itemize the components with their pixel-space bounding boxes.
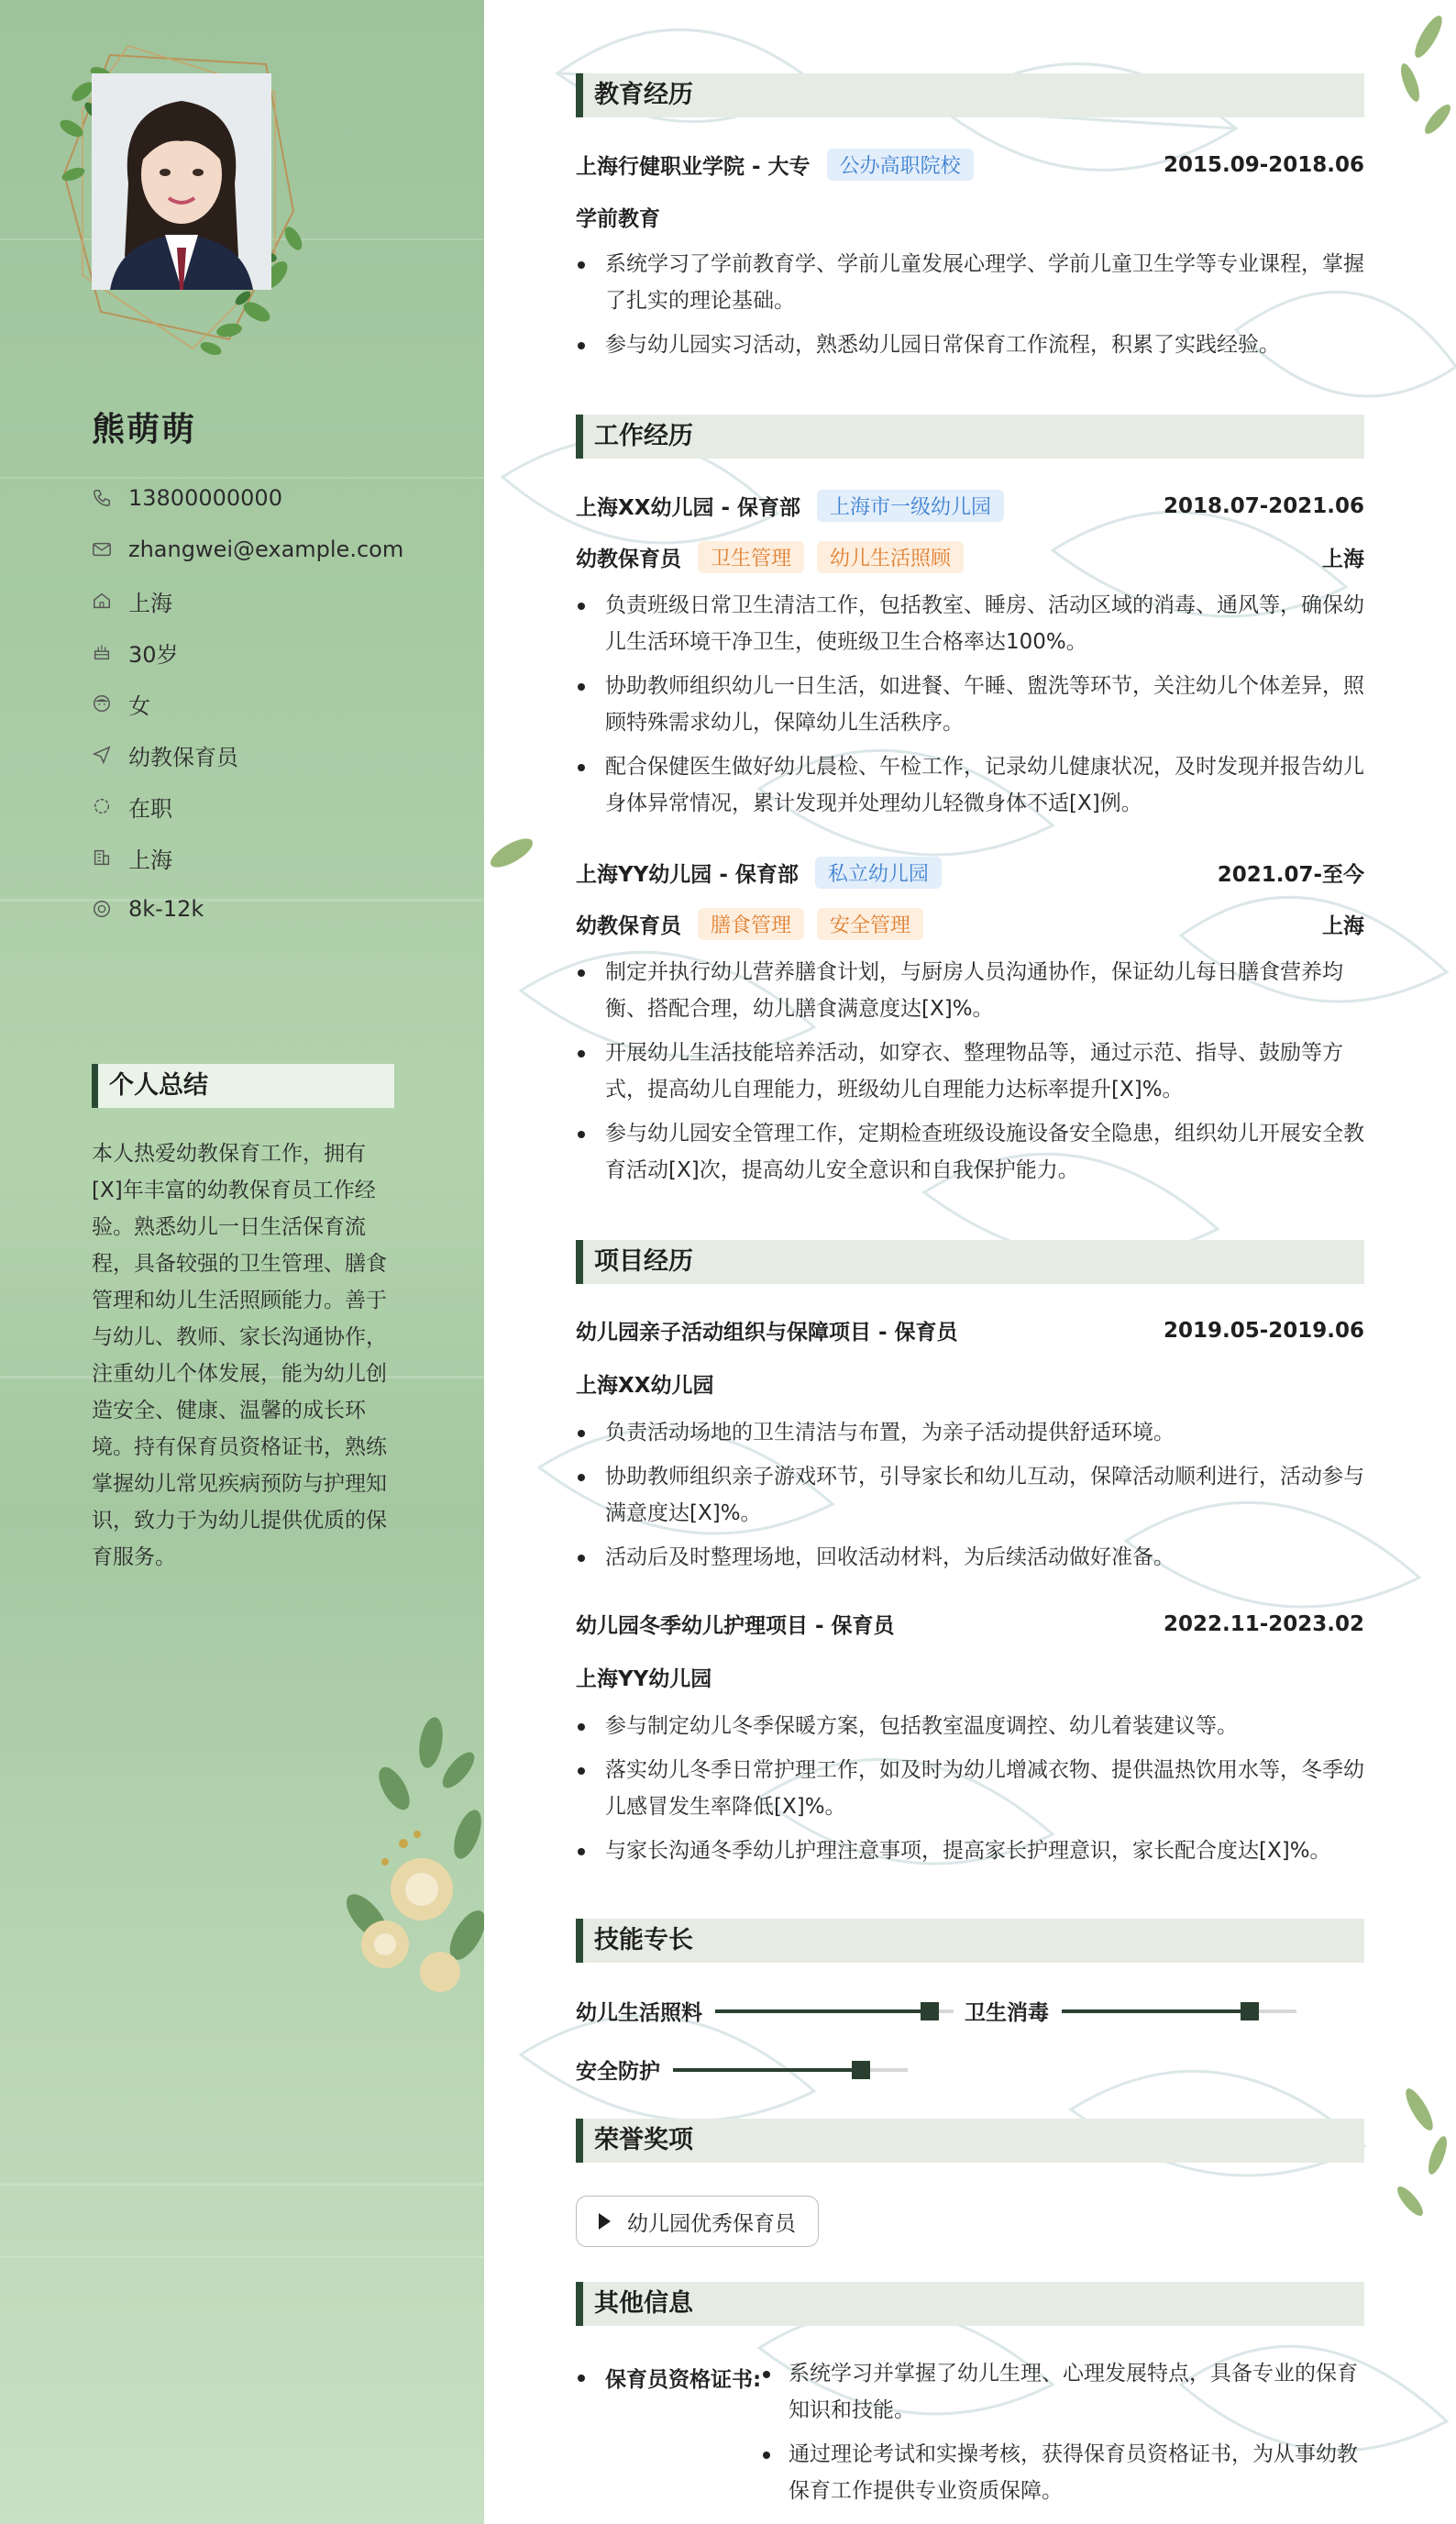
status-text: 在职 bbox=[128, 795, 172, 822]
mail-icon bbox=[92, 539, 128, 559]
skill-knob bbox=[921, 2002, 939, 2020]
project-date: 2019.05-2019.06 bbox=[1163, 1318, 1364, 1343]
status-icon bbox=[92, 796, 128, 816]
send-icon bbox=[92, 745, 128, 765]
project-header bbox=[576, 1609, 1364, 1639]
status-item bbox=[92, 780, 403, 832]
target-city-item bbox=[92, 832, 403, 883]
school-name: 上海行健职业学院 - 大专 bbox=[576, 155, 811, 179]
skill-bar bbox=[576, 1996, 954, 2026]
skill-name: 卫生消毒 bbox=[965, 2001, 1049, 2025]
other-bullets bbox=[759, 2355, 1364, 2517]
skill-knob bbox=[1241, 2002, 1259, 2020]
job-intent-item bbox=[92, 729, 403, 780]
project-org: 上海YY幼儿园 bbox=[576, 1667, 712, 1691]
age-text: 30岁 bbox=[128, 641, 179, 668]
contact-info bbox=[92, 472, 403, 935]
sidebar bbox=[0, 0, 484, 2524]
project-org: 上海XX幼儿园 bbox=[576, 1374, 714, 1398]
list-item: 参与幼儿园安全管理工作，定期检查班级设施设备安全隐患，组织幼儿开展安全教育活动[X]次，提高幼儿安全意识和自我保护能力。 bbox=[576, 1115, 1364, 1189]
job-header bbox=[576, 857, 1364, 889]
skill-bar bbox=[965, 1996, 1296, 2026]
skill-tag: 幼儿生活照顾 bbox=[817, 541, 964, 573]
location-item bbox=[92, 575, 403, 626]
email-text: zhangwei@example.com bbox=[128, 537, 404, 562]
avatar bbox=[92, 73, 271, 290]
projects-title: 项目经历 bbox=[576, 1240, 1364, 1284]
skill-bar bbox=[576, 2054, 908, 2085]
project-header bbox=[576, 1315, 1364, 1345]
face-icon bbox=[92, 693, 128, 714]
skill-track bbox=[673, 2068, 908, 2072]
skills-title: 技能专长 bbox=[576, 1919, 1364, 1963]
list-item: 参与制定幼儿冬季保暖方案，包括教室温度调控、幼儿着装建议等。 bbox=[576, 1708, 1364, 1744]
list-item: 制定并执行幼儿营养膳食计划，与厨房人员沟通协作，保证幼儿每日膳食营养均衡、搭配合理，幼儿膳食满意度达[X]%。 bbox=[576, 954, 1364, 1027]
major: 学前教育 bbox=[576, 207, 660, 231]
home-icon bbox=[92, 591, 128, 611]
coin-icon bbox=[92, 899, 128, 919]
list-item: 负责班级日常卫生清洁工作，包括教室、睡房、活动区域的消毒、通风等，确保幼儿生活环境干净卫生，使班级卫生合格率达100%。 bbox=[576, 587, 1364, 660]
company-name: 上海XX幼儿园 - 保育部 bbox=[576, 496, 801, 520]
award-item bbox=[576, 2196, 819, 2247]
job-date: 2021.07-至今 bbox=[1217, 863, 1364, 887]
job-role: 幼教保育员 bbox=[576, 548, 681, 571]
awards-title: 荣誉奖项 bbox=[576, 2119, 1364, 2163]
company-name: 上海YY幼儿园 - 保育部 bbox=[576, 863, 799, 887]
project-bullets bbox=[576, 1708, 1364, 1876]
location-text: 上海 bbox=[128, 590, 172, 616]
skill-track bbox=[1062, 2009, 1296, 2013]
school-tag: 公办高职院校 bbox=[827, 149, 974, 181]
list-item: 系统学习并掌握了幼儿生理、心理发展特点，具备专业的保育知识和技能。 bbox=[759, 2355, 1364, 2429]
job-role: 幼教保育员 bbox=[576, 914, 681, 938]
skill-knob bbox=[852, 2061, 870, 2079]
job-city: 上海 bbox=[1322, 914, 1364, 938]
gender-text: 女 bbox=[128, 692, 150, 719]
list-item: 活动后及时整理场地，回收活动材料，为后续活动做好准备。 bbox=[576, 1539, 1364, 1576]
project-bullets bbox=[576, 1414, 1364, 1583]
salary-item bbox=[92, 883, 403, 935]
age-item bbox=[92, 626, 403, 678]
job-role-row bbox=[576, 908, 1364, 940]
skill-tag: 卫生管理 bbox=[698, 541, 804, 573]
job-header bbox=[576, 490, 1364, 522]
salary-text: 8k-12k bbox=[128, 896, 204, 922]
list-item: 落实幼儿冬季日常护理工作，如及时为幼儿增减衣物、提供温热饮用水等，冬季幼儿感冒发生率降低[X]%。 bbox=[576, 1752, 1364, 1825]
education-title: 教育经历 bbox=[576, 73, 1364, 117]
gender-item bbox=[92, 678, 403, 729]
skill-name: 幼儿生活照料 bbox=[576, 2001, 702, 2025]
play-icon bbox=[599, 2213, 611, 2230]
skill-name: 安全防护 bbox=[576, 2060, 660, 2084]
project-name: 幼儿园冬季幼儿护理项目 - 保育员 bbox=[576, 1614, 895, 1638]
other-title: 其他信息 bbox=[576, 2282, 1364, 2326]
job-bullets bbox=[576, 954, 1364, 1196]
job-bullets bbox=[576, 587, 1364, 829]
building-icon bbox=[92, 847, 128, 868]
certificate-label: 保育员资格证书: bbox=[576, 2363, 761, 2393]
skill-tag: 安全管理 bbox=[817, 908, 923, 940]
skill-fill bbox=[673, 2068, 861, 2072]
list-item: 参与幼儿园实习活动，熟悉幼儿园日常保育工作流程，积累了实践经验。 bbox=[576, 327, 1364, 363]
phone-icon bbox=[92, 488, 128, 508]
cake-icon bbox=[92, 642, 128, 662]
education-header bbox=[576, 149, 1364, 181]
award-name: 幼儿园优秀保育员 bbox=[627, 2211, 796, 2236]
job-intent-text: 幼教保育员 bbox=[128, 744, 238, 770]
target-city-text: 上海 bbox=[128, 847, 172, 873]
list-item: 通过理论考试和实操考核，获得保育员资格证书，为从事幼教保育工作提供专业资质保障。 bbox=[759, 2436, 1364, 2509]
job-date: 2018.07-2021.06 bbox=[1163, 493, 1364, 518]
list-item: 开展幼儿生活技能培养活动，如穿衣、整理物品等，通过示范、指导、鼓励等方式，提高幼儿自理能力，班级幼儿自理能力达标率提升[X]%。 bbox=[576, 1035, 1364, 1108]
education-bullets bbox=[576, 246, 1364, 371]
skill-fill bbox=[715, 2009, 930, 2013]
project-name: 幼儿园亲子活动组织与保障项目 - 保育员 bbox=[576, 1321, 958, 1345]
list-item: 与家长沟通冬季幼儿护理注意事项，提高家长护理意识，家长配合度达[X]%。 bbox=[576, 1832, 1364, 1869]
job-role-row bbox=[576, 541, 1364, 573]
photo-frame bbox=[46, 37, 321, 358]
work-title: 工作经历 bbox=[576, 415, 1364, 459]
skill-tag: 膳食管理 bbox=[698, 908, 804, 940]
skill-track bbox=[715, 2009, 954, 2013]
list-item: 协助教师组织亲子游戏环节，引导家长和幼儿互动，保障活动顺利进行，活动参与满意度达[X]%。 bbox=[576, 1458, 1364, 1532]
project-date: 2022.11-2023.02 bbox=[1163, 1611, 1364, 1636]
company-tag: 私立幼儿园 bbox=[815, 857, 942, 889]
company-tag: 上海市一级幼儿园 bbox=[817, 490, 1004, 522]
summary-title: 个人总结 bbox=[92, 1064, 394, 1108]
candidate-name: 熊萌萌 bbox=[92, 411, 197, 448]
list-item: 配合保健医生做好幼儿晨检、午检工作，记录幼儿健康状况，及时发现并报告幼儿身体异常情况，累计发现并处理幼儿轻微身体不适[X]例。 bbox=[576, 748, 1364, 822]
phone-item bbox=[92, 472, 403, 524]
list-item: 协助教师组织幼儿一日生活，如进餐、午睡、盥洗等环节，关注幼儿个体差异，照顾特殊需求幼儿，保障幼儿生活秩序。 bbox=[576, 668, 1364, 741]
summary-text: 本人热爱幼教保育工作，拥有[X]年丰富的幼教保育员工作经验。熟悉幼儿一日生活保育流程，具备较强的卫生管理、膳食管理和幼儿生活照顾能力。善于与幼儿、教师、家长沟通协作，注重幼儿个体发展，能为幼儿创造安全、健康、温馨的成长环境。持有保育员资格证书，熟练掌握幼儿常见疾病预防与护理知识，致力于为幼儿提供优质的保育服务。 bbox=[92, 1142, 387, 1569]
job-city: 上海 bbox=[1322, 548, 1364, 571]
email-item bbox=[92, 524, 403, 575]
skill-fill bbox=[1062, 2009, 1250, 2013]
main-content bbox=[484, 0, 1456, 2524]
flower-decoration bbox=[330, 1706, 484, 1999]
list-item: 系统学习了学前教育学、学前儿童发展心理学、学前儿童卫生学等专业课程，掌握了扎实的理论基础。 bbox=[576, 246, 1364, 319]
phone-text: 13800000000 bbox=[128, 485, 282, 511]
list-item: 负责活动场地的卫生清洁与布置，为亲子活动提供舒适环境。 bbox=[576, 1414, 1364, 1451]
education-date: 2015.09-2018.06 bbox=[1163, 152, 1364, 177]
